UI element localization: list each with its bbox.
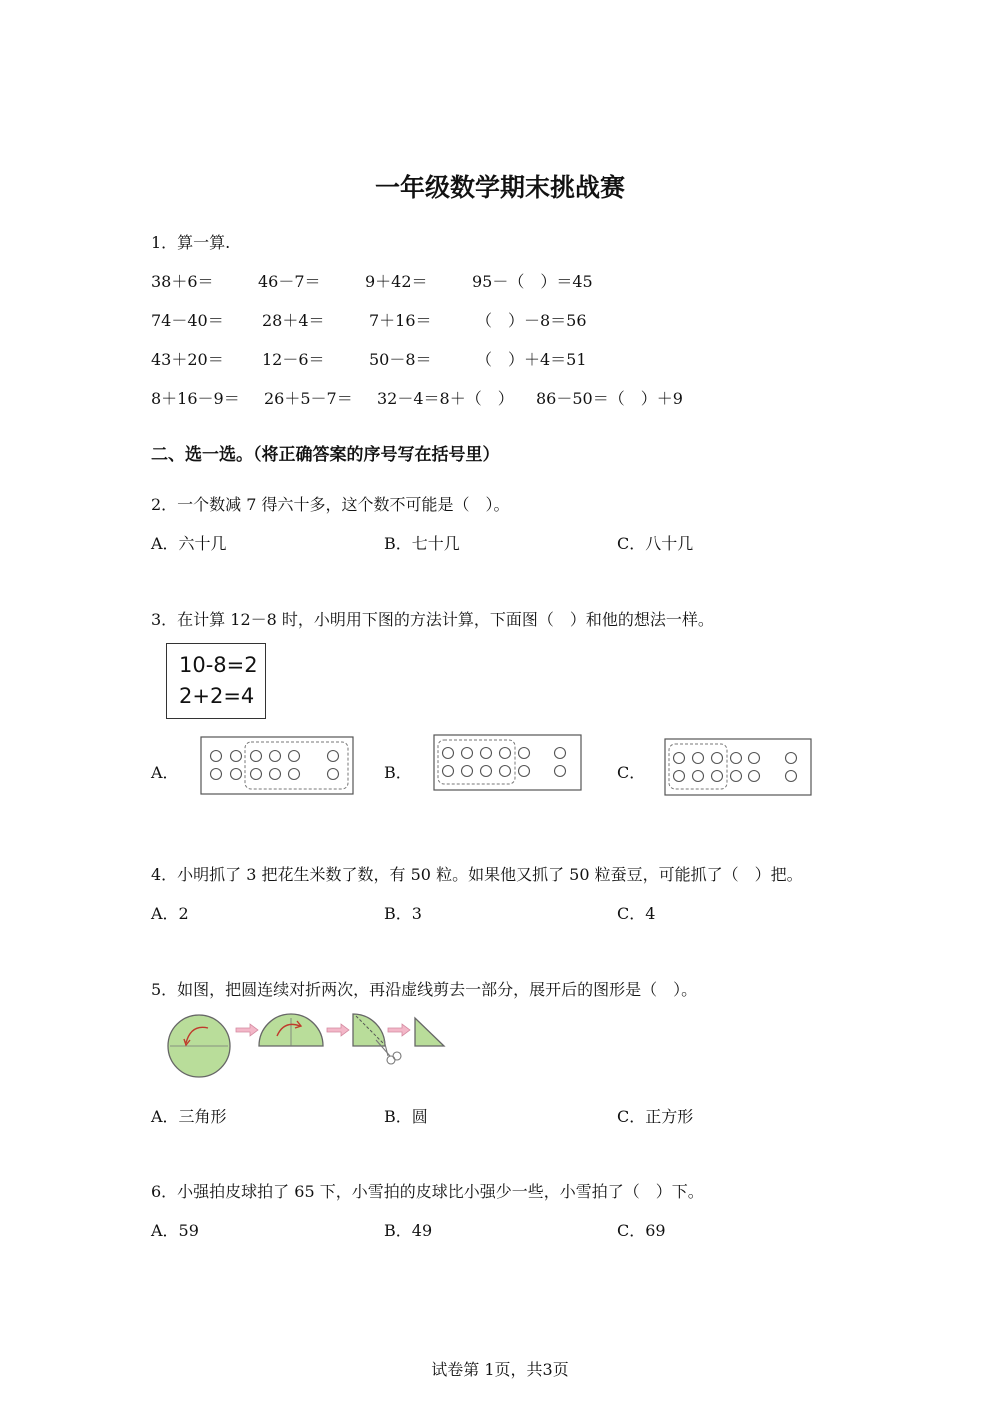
calc-method-box [166, 643, 266, 719]
q1-cell: 8＋16－9＝ [151, 389, 240, 408]
q1-cell: 46－7＝ [258, 272, 321, 291]
q3-text: 3．在计算 12－8 时，小明用下图的方法计算，下面图（ ）和他的想法一样。 [151, 610, 714, 629]
q1-cell: 12－6＝ [262, 350, 325, 369]
q1-cell: 74－40＝ [151, 311, 224, 330]
q1-cell: 43＋20＝ [151, 350, 224, 369]
dot-figure-b [433, 734, 583, 792]
q3-option-a: A． [151, 763, 179, 782]
q2-option-b: B．七十几 [384, 534, 460, 553]
q4-option-b: B．3 [384, 904, 422, 923]
q2-option-a: A．六十几 [151, 534, 227, 553]
dot-figure-c [664, 738, 814, 798]
q3-option-c: C． [617, 763, 646, 782]
page-title: 一年级数学期末挑战赛 [374, 173, 625, 202]
q5-option-c: C．正方形 [617, 1107, 694, 1126]
q5-text: 5．如图，把圆连续对折两次，再沿虚线剪去一部分，展开后的图形是（ ）。 [151, 980, 698, 999]
q1-cell: 32－4＝8＋（ ） [377, 389, 514, 408]
q1-cell: 38＋6＝ [151, 272, 214, 291]
q6-option-c: C．69 [617, 1221, 666, 1240]
q1-heading: 1．算一算. [151, 233, 231, 252]
q6-option-a: A．59 [151, 1221, 199, 1240]
page-footer: 试卷第 1页，共3页 [431, 1360, 569, 1379]
calc-line-2: 2+2=4 [179, 684, 255, 708]
q6-option-b: B．49 [384, 1221, 433, 1240]
calc-line-1: 10-8=2 [179, 653, 258, 677]
q4-option-c: C．4 [617, 904, 656, 923]
dot-figure-a [200, 736, 355, 796]
q1-cell: 7＋16＝ [369, 311, 432, 330]
q1-cell: 86－50＝（ ）＋9 [536, 389, 683, 408]
q4-text: 4．小明抓了 3 把花生米数了数，有 50 粒。如果他又抓了 50 粒蚕豆，可能抓了（ ）把。 [151, 865, 803, 884]
q2-text: 2．一个数减 7 得六十多，这个数不可能是（ ）。 [151, 495, 510, 514]
q1-cell: 28＋4＝ [262, 311, 325, 330]
q3-option-b: B． [384, 763, 412, 782]
q2-option-c: C．八十几 [617, 534, 694, 553]
q1-cell: 50－8＝ [369, 350, 432, 369]
q4-option-a: A．2 [151, 904, 189, 923]
q5-option-b: B．圆 [384, 1107, 428, 1126]
folding-circle-figure [164, 1010, 449, 1082]
q1-cell: 95－（ ）＝45 [472, 272, 593, 291]
section-heading: 二、选一选。（将正确答案的序号写在括号里） [151, 445, 500, 465]
q1-cell: 9＋42＝ [365, 272, 428, 291]
q6-text: 6．小强拍皮球拍了 65 下，小雪拍的皮球比小强少一些，小雪拍了（ ）下。 [151, 1182, 704, 1201]
q5-option-a: A．三角形 [151, 1107, 227, 1126]
q1-cell: （ ）－8＝56 [476, 311, 587, 330]
q1-cell: （ ）＋4＝51 [476, 350, 587, 369]
q1-cell: 26＋5－7＝ [264, 389, 353, 408]
